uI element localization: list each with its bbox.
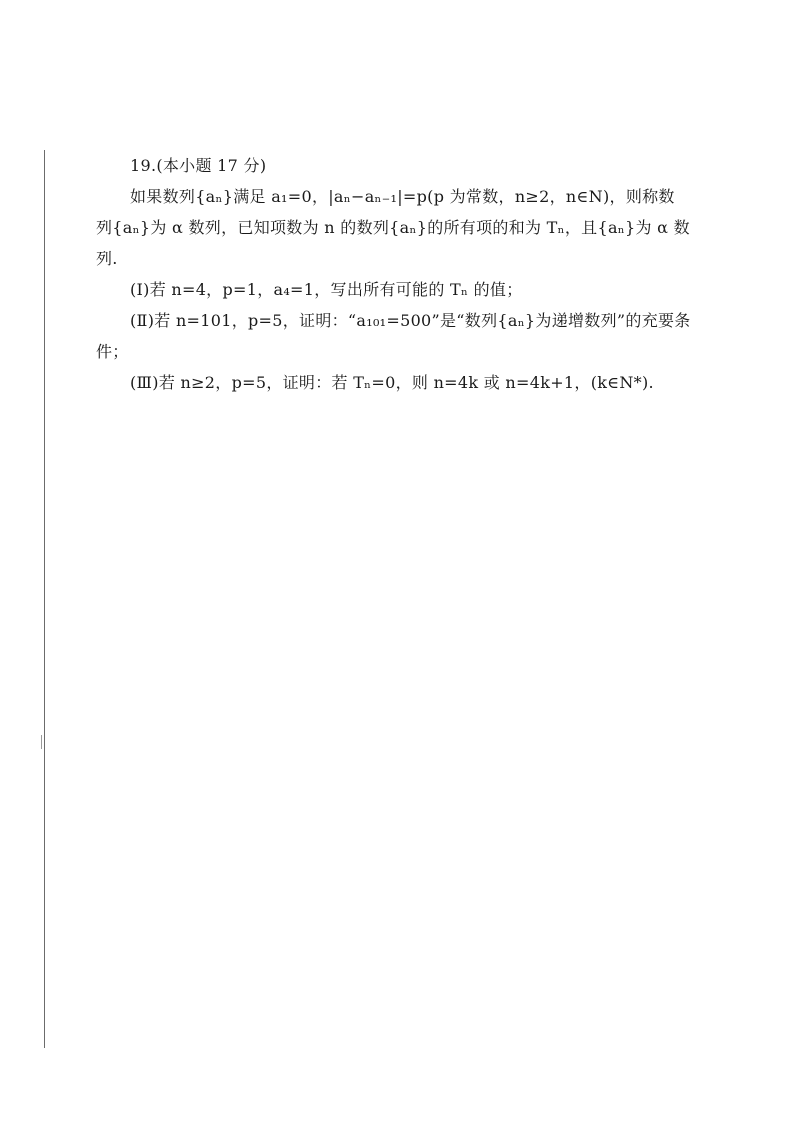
problem-part-2-line-2: 件；	[96, 342, 129, 361]
page-margin-line	[44, 150, 45, 1048]
problem-part-1: (Ⅰ)若 n=4，p=1，a₄=1，写出所有可能的 Tₙ 的值；	[130, 280, 523, 299]
problem-part-2-line-1: (Ⅱ)若 n=101，p=5，证明：“a₁₀₁=500”是“数列{aₙ}为递增数列”的充要条	[130, 311, 691, 330]
problem-block	[96, 150, 706, 398]
problem-intro-line-2: 列{aₙ}为 α 数列，已知项数为 n 的数列{aₙ}的所有项的和为 Tₙ，且{aₙ}为 α 数	[96, 218, 690, 237]
page-margin-tick	[41, 735, 46, 749]
problem-intro-line-3: 列.	[96, 249, 118, 268]
problem-intro-line-1: 如果数列{aₙ}满足 a₁=0，|aₙ−aₙ₋₁|=p(p 为常数，n≥2，n∈N)，则称数	[130, 187, 675, 206]
problem-title: 19.(本小题 17 分)	[130, 156, 267, 175]
problem-part-3: (Ⅲ)若 n≥2，p=5，证明：若 Tₙ=0，则 n=4k 或 n=4k+1，(k∈N*).	[130, 373, 654, 392]
